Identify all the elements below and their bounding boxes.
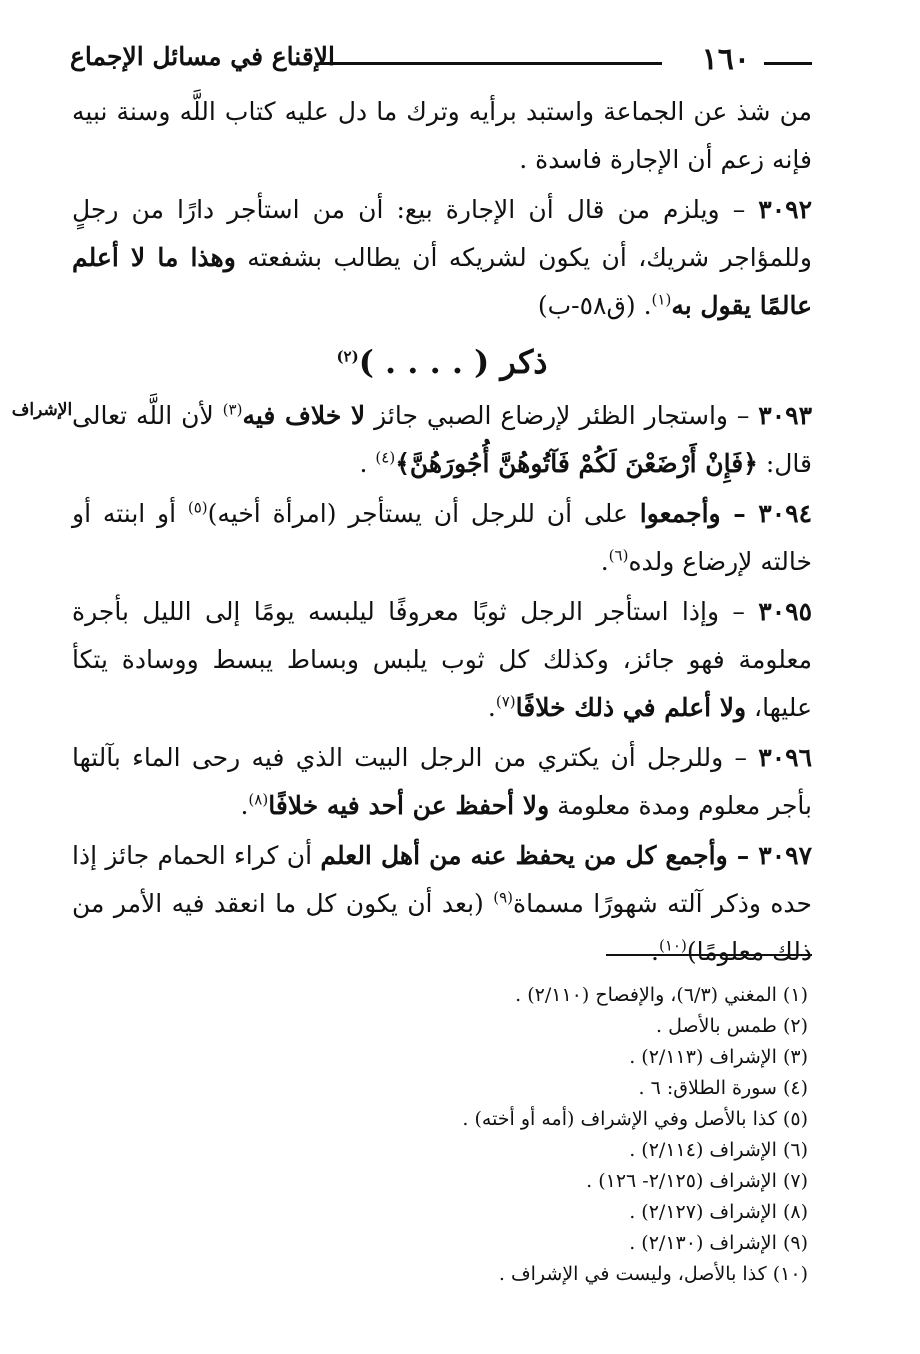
paragraph-3094 [72, 490, 812, 586]
issue-number: ٣٠٩٧ [758, 841, 812, 870]
issue-number: ٣٠٩٦ [758, 743, 812, 772]
paragraph-text: – وإذا استأجر الرجل ثوبًا معروفًا ليلبسه يومًا إلى الليل بأجرة معلومة فهو جائز، وكذلك كل ثوب يلبس وبساط يبسط ووسادة يتكأ عليها، [72, 597, 812, 722]
paragraph-text: . [651, 937, 659, 966]
footnote-item: (٣) الإشراف (٢/١١٣) . [629, 1046, 808, 1068]
issue-number: ٣٠٩٤ [758, 499, 812, 528]
paragraph-3093 [72, 392, 812, 488]
paragraph-text: . [487, 693, 496, 722]
page-number: ١٦٠ [701, 42, 750, 77]
consensus-phrase: لا خلاف فيه [242, 401, 366, 430]
heading-text: ذكر ( . . . . ) [358, 343, 548, 381]
paragraph-text: أو ابنته أو خالته لإرضاع ولده [72, 499, 812, 576]
footnote-item: (٨) الإشراف (٢/١٢٧) . [629, 1201, 808, 1223]
footnote-ref[interactable]: (٣) [222, 400, 243, 419]
main-text [72, 88, 812, 976]
paragraph-text: – ويلزم من قال أن الإجارة بيع: أن من استأجر دارًا من رجلٍ وللمؤاجر شريك، أن يكون لشريكه أن يطالب بشفعته [72, 195, 812, 272]
paragraph-text: أن كراء الحمام جائز إذا حده وذكر آلته شهورًا مسماة [72, 841, 813, 918]
footnote-separator [606, 954, 812, 956]
issue-number: ٣٠٩٣ [758, 401, 812, 430]
footnote-ref[interactable]: (٦) [608, 546, 629, 565]
paragraph-text: – واستجار الظئر لإرضاع الصبي جائز [365, 401, 759, 430]
issue-number: ٣٠٩٥ [758, 597, 812, 626]
footnote-ref[interactable]: (٧) [495, 692, 516, 711]
footnote-ref[interactable]: (١) [651, 290, 672, 309]
footnote-ref[interactable]: (٨) [248, 790, 269, 809]
section-heading [72, 336, 812, 388]
paragraph-continuation: من شذ عن الجماعة واستبد برأيه وترك ما دل عليه كتاب اللَّه وسنة نبيه فإنه زعم أن الإجارة فاسدة . [72, 97, 812, 174]
footnote-item: (٦) الإشراف (٢/١١٤) . [629, 1139, 808, 1161]
paragraph-text: على أن للرجل أن يستأجر (امرأة أخيه) [207, 499, 640, 528]
footnote-item: (٥) كذا بالأصل وفي الإشراف (أمه أو أخته) . [462, 1108, 808, 1130]
paragraph-text: . (ق٥٨-ب) [537, 291, 652, 320]
margin-note: الإشراف [11, 400, 73, 420]
consensus-phrase: ولا أحفظ عن أحد فيه خلافًا [268, 791, 550, 820]
footnote-item: (٧) الإشراف (٢/١٢٥- ١٢٦) . [586, 1170, 808, 1192]
consensus-phrase: – وأجمعوا [639, 499, 759, 528]
footnote-ref[interactable]: (٥) [187, 498, 208, 517]
footnote-ref[interactable]: (٢) [336, 347, 359, 366]
paragraph-3092 [72, 186, 812, 330]
header-dash [764, 62, 812, 65]
footnote-item: (١) المغني (٦/٣)، والإفصاح (٢/١١٠) . [515, 984, 808, 1006]
consensus-phrase: ولا أعلم في ذلك خلافًا [515, 693, 747, 722]
paragraph-text: . [359, 449, 376, 478]
paragraph-3096 [72, 734, 812, 830]
paragraph-text: – وللرجل أن يكتري من الرجل البيت الذي فيه رحى الماء بآلتها بأجر معلوم ومدة معلومة [72, 743, 812, 820]
footnote-item: (٩) الإشراف (٢/١٣٠) . [629, 1232, 808, 1254]
footnote-item: (١٠) كذا بالأصل، وليست في الإشراف . [498, 1263, 808, 1285]
issue-number: ٣٠٩٢ [758, 195, 813, 224]
consensus-phrase: – وأجمع كل من يحفظ عنه من أهل العلم [320, 841, 759, 870]
footnote-ref[interactable]: (١٠) [658, 936, 687, 955]
consensus-phrase: وهذا ما لا أعلم عالمًا يقول به [72, 243, 812, 320]
quran-verse: ﴿فَإِنْ أَرْضَعْنَ لَكُمْ فَآتُوهُنَّ أُجُورَهُنَّ﴾ [395, 449, 758, 478]
footnote-ref[interactable]: (٩) [493, 888, 514, 907]
paragraph-text: (بعد أن يكون كل ما انعقد فيه الأمر من ذلك معلومًا) [72, 889, 812, 966]
paragraph-text: . [600, 547, 609, 576]
header-rule [320, 62, 662, 65]
paragraph-3095 [72, 588, 812, 732]
footnote-ref[interactable]: (٤) [375, 448, 396, 467]
footnote-item: (٢) طمس بالأصل . [656, 1015, 808, 1037]
running-title: الإقناع في مسائل الإجماع [70, 42, 335, 71]
page-header [70, 38, 812, 82]
paragraph-text: لأن اللَّه تعالى قال: [72, 401, 812, 478]
footnotes-list [248, 980, 808, 1290]
paragraph-text: . [240, 791, 249, 820]
footnote-item: (٤) سورة الطلاق: ٦ . [638, 1077, 808, 1099]
